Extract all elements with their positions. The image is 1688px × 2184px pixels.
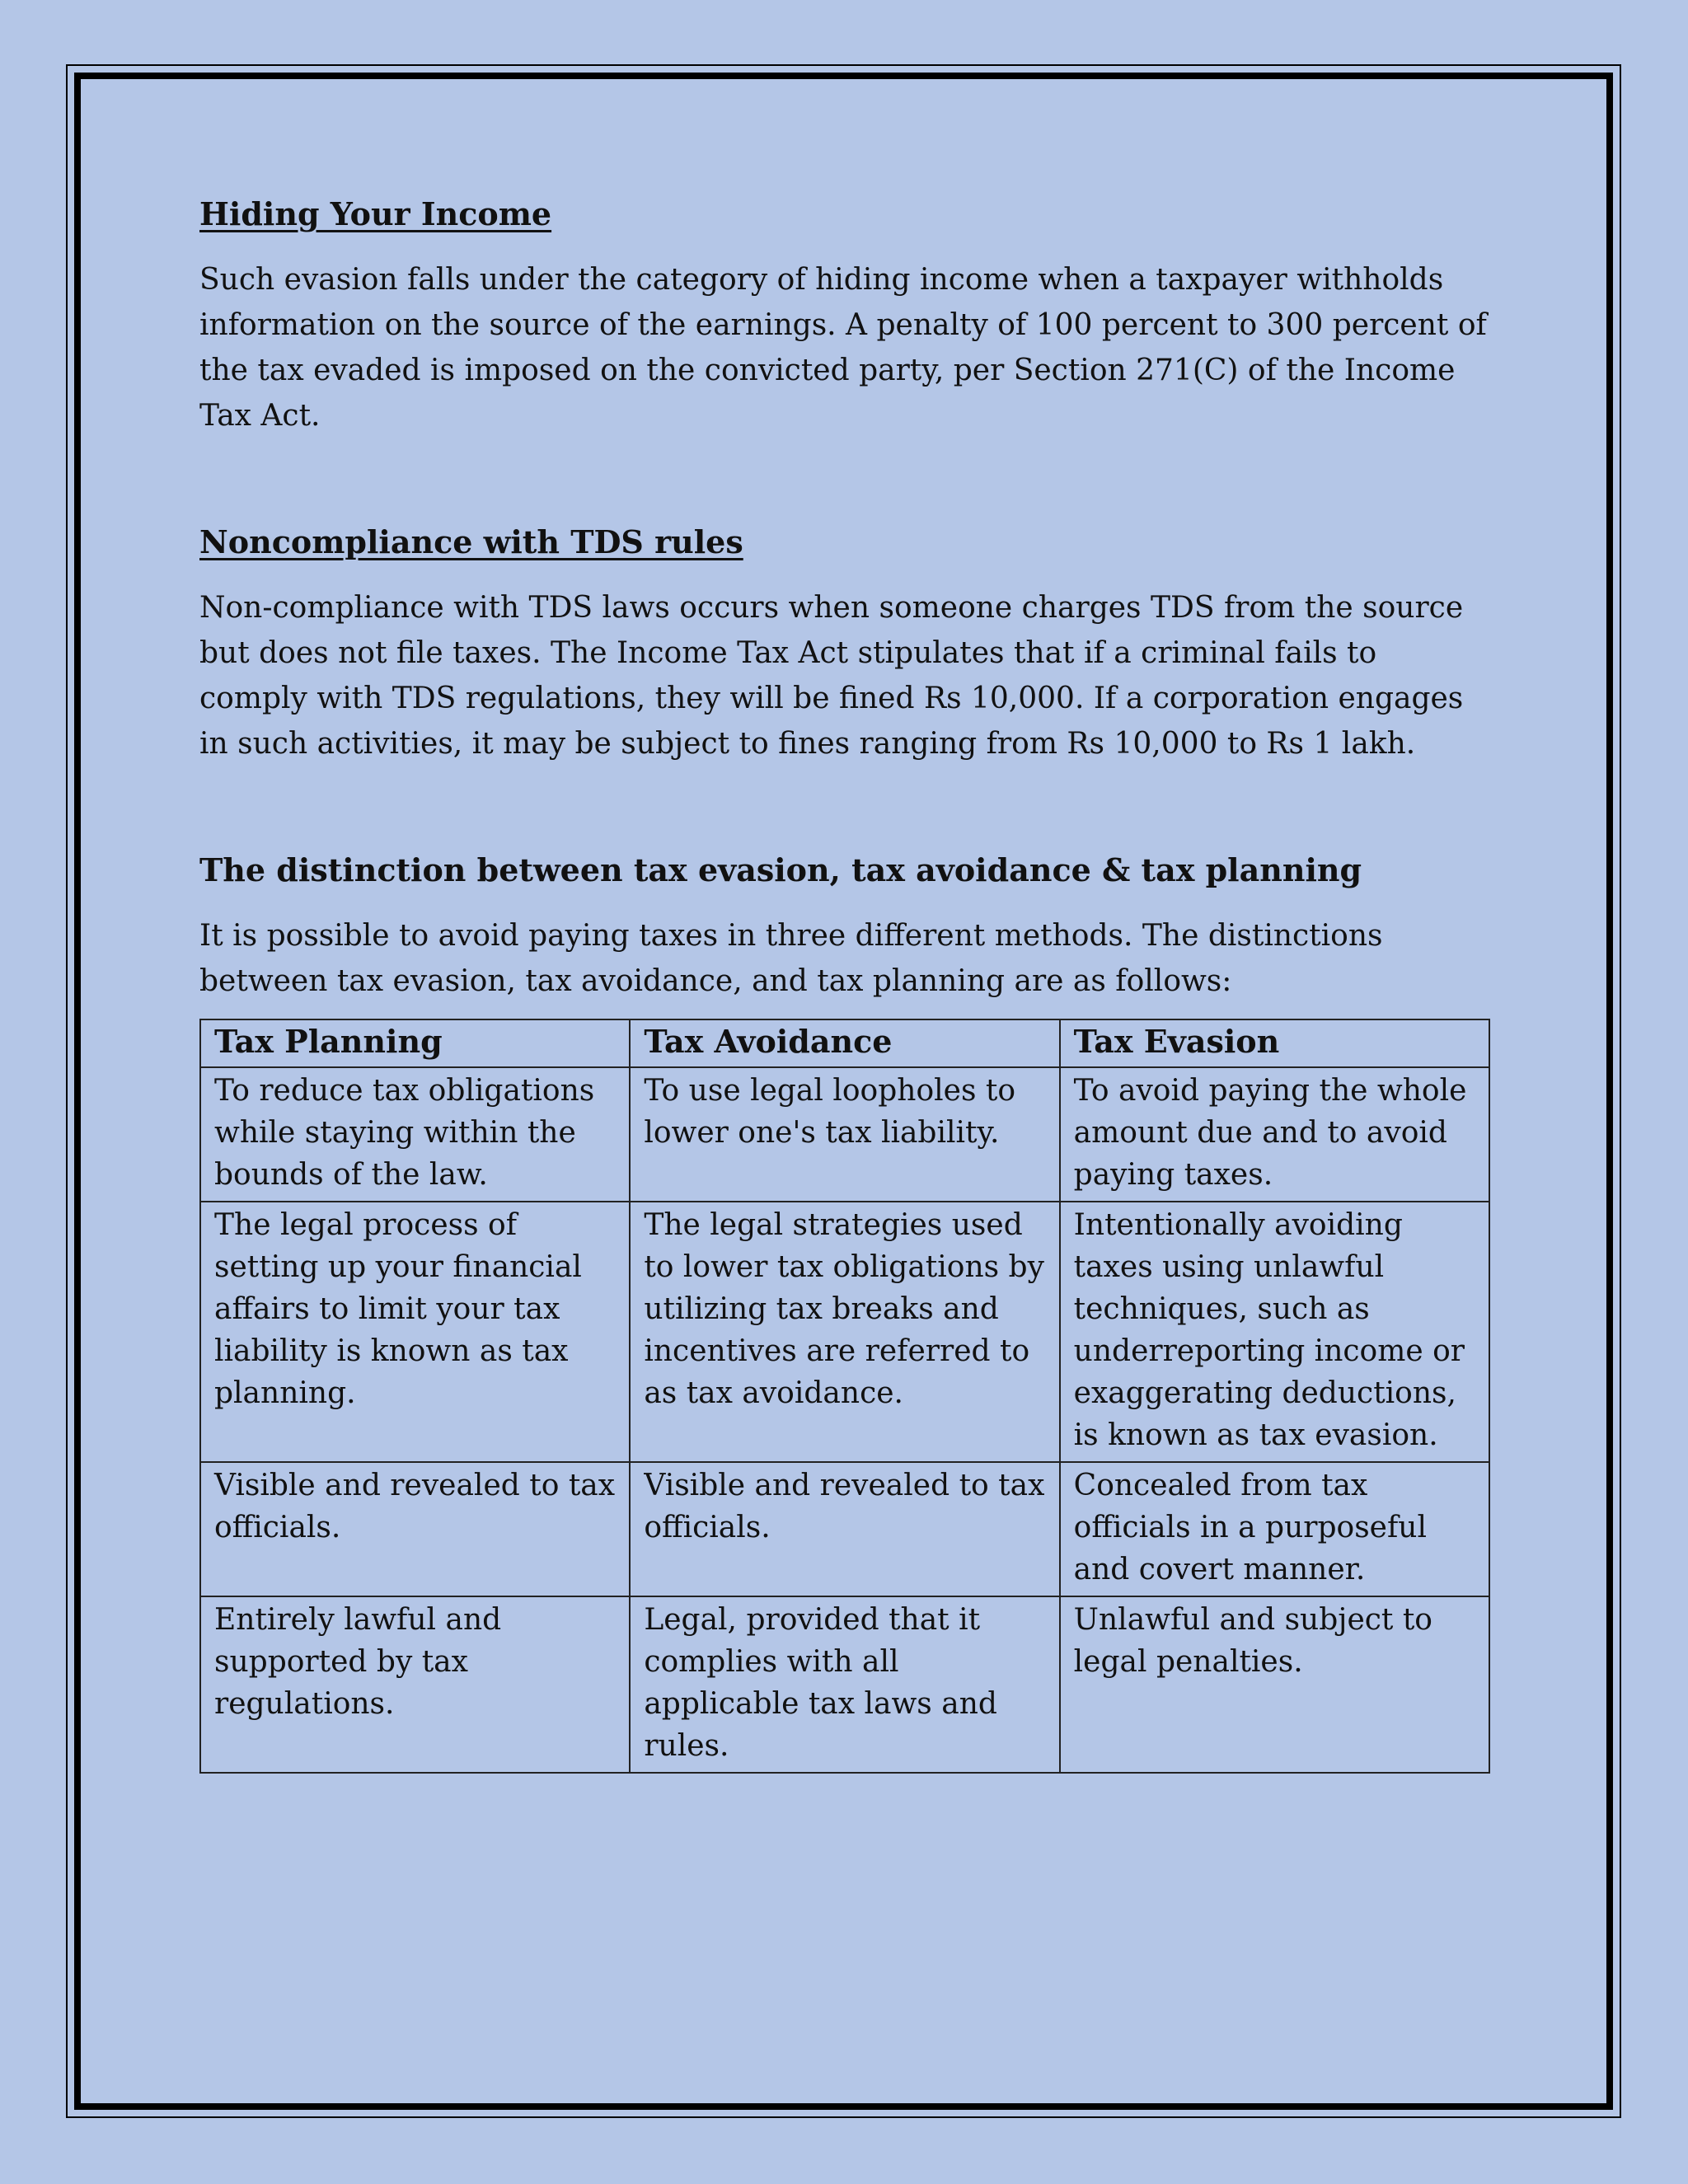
table-header-row (200, 1019, 1489, 1067)
table-row (200, 1202, 1489, 1462)
table-cell: Unlawful and subject to legal penalties. (1060, 1596, 1489, 1773)
column-header-tax-avoidance: Tax Avoidance (630, 1019, 1059, 1067)
section-heading-hiding-income: Hiding Your Income (199, 195, 552, 232)
table-cell: The legal strategies used to lower tax obligations by utilizing tax breaks and incentives are referred to as tax avoidance. (630, 1202, 1059, 1462)
table-row (200, 1067, 1489, 1202)
section-heading-tds-noncompliance: Noncompliance with TDS rules (199, 523, 743, 560)
table-cell: Entirely lawful and supported by tax regulations. (200, 1596, 630, 1773)
table-cell: Intentionally avoiding taxes using unlawful techniques, such as underreporting income or exaggerating deductions, is known as tax evasion. (1060, 1202, 1489, 1462)
table-cell: To use legal loopholes to lower one's tax liability. (630, 1067, 1059, 1202)
section-body-tds-noncompliance: Non-compliance with TDS laws occurs when someone charges TDS from the source but does not file taxes. The Income Tax Act stipulates that if a criminal fails to comply with TDS regulations, they will be fined Rs 10,000. If a corporation engages in such activities, it may be subject to fines ranging from Rs 10,000 to Rs 1 lakh. (199, 591, 1464, 761)
table-cell: Visible and revealed to tax officials. (630, 1462, 1059, 1596)
column-header-tax-planning: Tax Planning (200, 1019, 630, 1067)
section-body-hiding-income: Such evasion falls under the category of hiding income when a taxpayer withholds information on the source of the earnings. A penalty of 100 percent to 300 percent of the tax evaded is imposed on the convicted party, per Section 271(C) of the Income Tax Act. (199, 263, 1487, 433)
column-header-tax-evasion: Tax Evasion (1060, 1019, 1489, 1067)
comparison-table (199, 1019, 1490, 1774)
table-row (200, 1596, 1489, 1773)
table-row (200, 1462, 1489, 1596)
table-cell: To reduce tax obligations while staying within the bounds of the law. (200, 1067, 630, 1202)
table-cell: To avoid paying the whole amount due and to avoid paying taxes. (1060, 1067, 1489, 1202)
document-content (199, 194, 1490, 1774)
table-cell: Concealed from tax officials in a purposeful and covert manner. (1060, 1462, 1489, 1596)
table-cell: Legal, provided that it complies with all applicable tax laws and rules. (630, 1596, 1059, 1773)
section-heading-distinction: The distinction between tax evasion, tax avoidance & tax planning (199, 851, 1362, 888)
table-cell: The legal process of setting up your financial affairs to limit your tax liability is known as tax planning. (200, 1202, 630, 1462)
section-body-distinction: It is possible to avoid paying taxes in three different methods. The distinctions between tax evasion, tax avoidance, and tax planning are as follows: (199, 919, 1383, 998)
table-cell: Visible and revealed to tax officials. (200, 1462, 630, 1596)
